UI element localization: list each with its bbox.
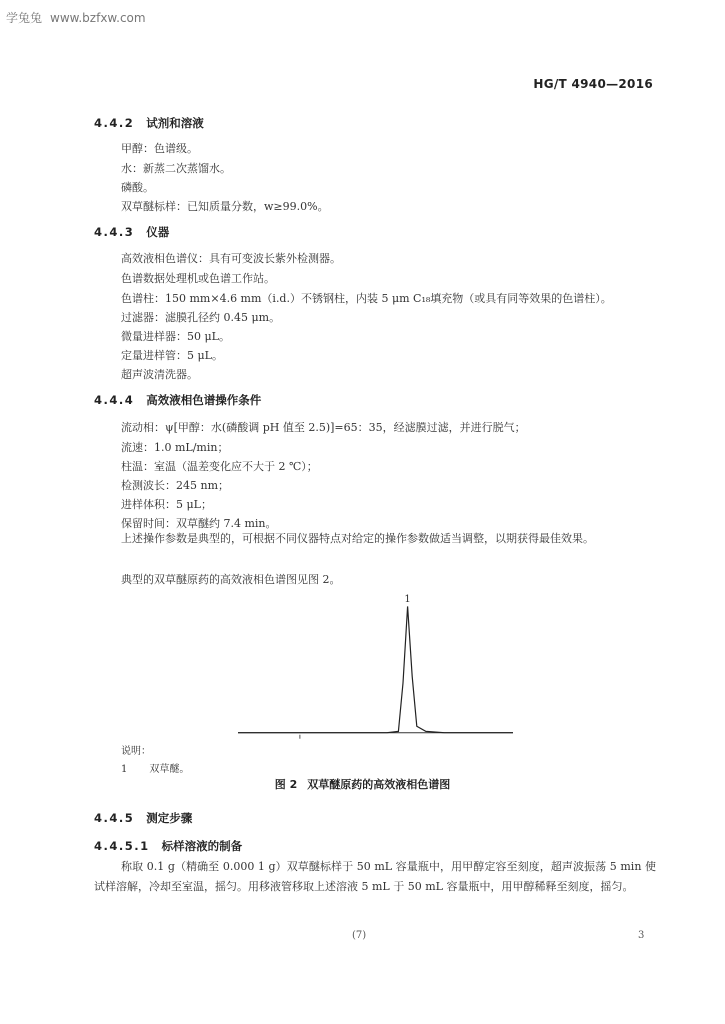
figure-number: 图 2 (274, 778, 298, 791)
section-title: 试剂和溶液 (146, 116, 204, 130)
text-line: 柱温：室温（温差变化应不大于 2 ℃）； (121, 460, 318, 473)
section-heading-4-4-2 (94, 115, 204, 131)
text-line: 甲醇：色谱级。 (121, 142, 198, 155)
chart-series-line (238, 606, 513, 732)
section-number: 4.4.4 (94, 393, 135, 407)
watermark (6, 9, 146, 26)
legend-entry (121, 760, 189, 775)
legend-number: 1 (121, 764, 128, 775)
watermark-url: www.bzfxw.com (50, 11, 146, 25)
text-line: 过滤器：滤膜孔径约 0.45 μm。 (121, 311, 281, 324)
section-title: 标样溶液的制备 (161, 839, 243, 853)
section-number: 4.4.3 (94, 225, 135, 239)
standard-number: HG/T 4940—2016 (533, 77, 653, 91)
page-number: 3 (638, 930, 645, 941)
text-line: 流速：1.0 mL/min； (121, 441, 229, 454)
legend-text: 双草醚。 (149, 764, 190, 775)
section-number: 4.4.2 (94, 116, 135, 130)
paragraph: 称取 0.1 g（精确至 0.000 1 g）双草醚标样于 50 mL 容量瓶中，用甲醇定容至刻度，超声波振荡 5 min 使试样溶解，冷却至室温，摇匀。用移液管移取上述溶液 5 mL 于 50 mL 容量瓶中，用甲醇稀释至刻度，摇匀。 (94, 860, 656, 893)
text-line: 典型的双草醚原药的高效液相色谱图见图 2。 (121, 573, 341, 586)
section-number: 4.4.5.1 (94, 839, 150, 853)
text-line: 双草醚标样：已知质量分数，w≥99.0%。 (121, 200, 329, 213)
paragraph: 上述操作参数是典型的，可根据不同仪器特点对给定的操作参数做适当调整，以期获得最佳效果。 (121, 532, 594, 545)
section-heading-4-4-5 (94, 810, 192, 826)
text-line: 超声波清洗器。 (121, 368, 198, 381)
watermark-brand: 学兔兔 (6, 11, 43, 25)
text-line: 微量进样器：50 μL。 (121, 330, 230, 343)
text-line: 流动相：ψ[甲醇：水(磷酸调 pH 值至 2.5)]=65：35，经滤膜过滤，并进行脱气； (121, 421, 526, 434)
text-line: 色谱柱：150 mm×4.6 mm（i.d.）不锈钢柱，内装 5 μm C₁₈填充物（或具有同等效果的色谱柱）。 (121, 292, 612, 305)
text-line: 定量进样管：5 μL。 (121, 349, 223, 362)
footer-marker: (7) (352, 930, 367, 941)
figure-caption (0, 776, 725, 792)
chromatogram-chart (228, 588, 518, 748)
text-line: 水：新蒸二次蒸馏水。 (121, 162, 231, 175)
section-heading-4-4-3 (94, 224, 169, 240)
text-line: 高效液相色谱仪：具有可变波长紫外检测器。 (121, 252, 341, 265)
text-line: 保留时间：双草醚约 7.4 min。 (121, 517, 277, 530)
section-heading-4-4-4 (94, 392, 261, 408)
section-heading-4-4-5-1 (94, 838, 242, 854)
text-line: 检测波长：245 nm； (121, 479, 230, 492)
text-line: 进样体积：5 μL； (121, 498, 212, 511)
section-title: 高效液相色谱操作条件 (146, 393, 262, 407)
text-line: 色谱数据处理机或色谱工作站。 (121, 272, 275, 285)
legend-title: 说明： (121, 746, 151, 757)
text-line: 磷酸。 (121, 181, 154, 194)
section-number: 4.4.5 (94, 811, 135, 825)
section-title: 仪器 (146, 225, 170, 239)
section-title: 测定步骤 (146, 811, 193, 825)
peak-label: 1 (404, 594, 411, 605)
figure-caption-text: 双草醚原药的高效液相色谱图 (307, 778, 451, 791)
